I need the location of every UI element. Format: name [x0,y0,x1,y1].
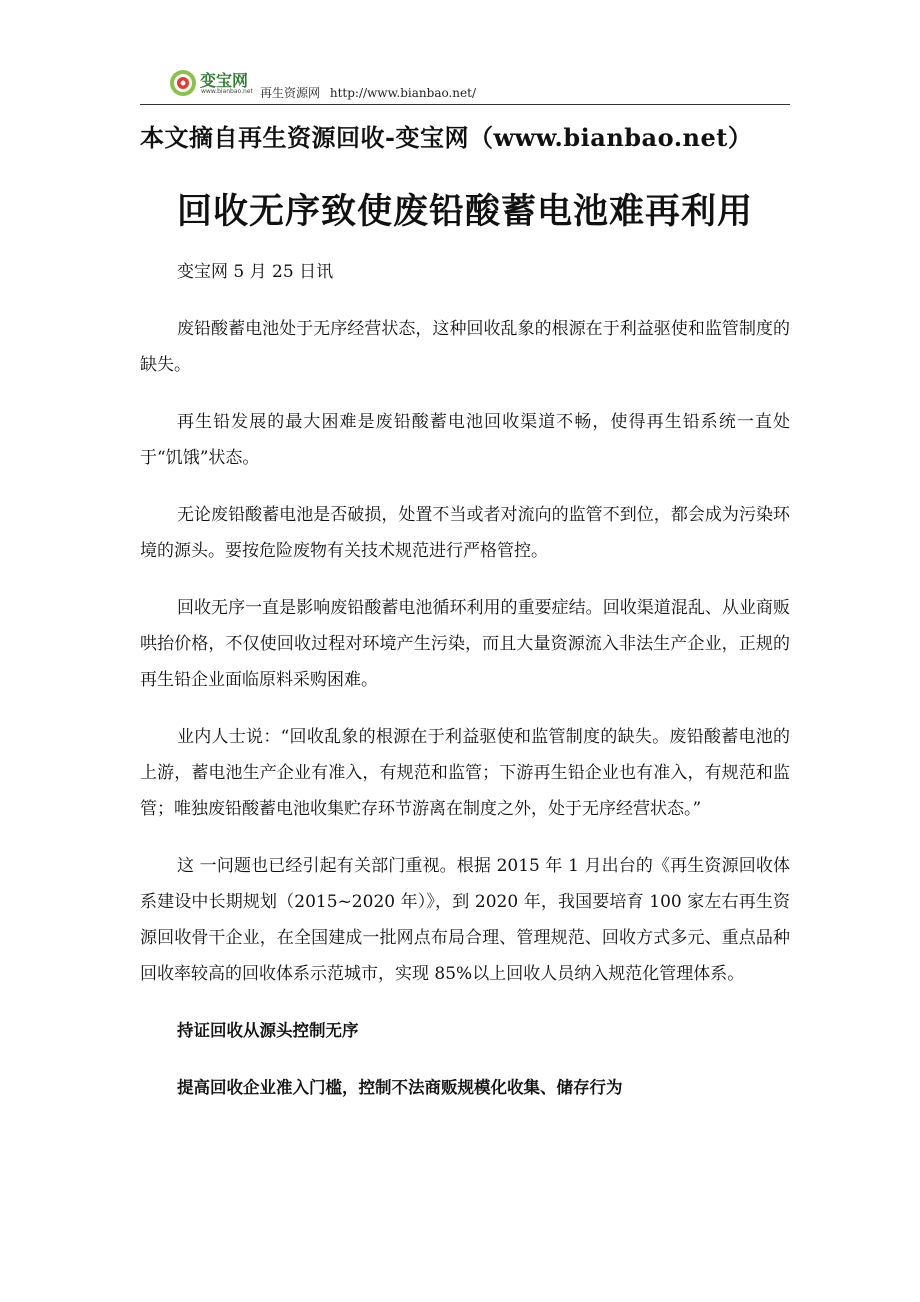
header-site-url[interactable]: http://www.bianbao.net/ [329,86,476,100]
site-logo[interactable] [168,68,253,100]
header-site-name: 再生资源网 [260,86,321,100]
dateline: 变宝网 5 月 25 日讯 [177,262,334,282]
paragraph: 无论废铅酸蓄电池是否破损，处置不当或者对流向的监管不到位，都会成为污染环境的源头。要按危险废物有关技术规范进行严格管控。 [140,505,790,561]
paragraph: 回收无序一直是影响废铅酸蓄电池循环利用的重要症结。回收渠道混乱、从业商贩哄抬价格，不仅使回收过程对环境产生污染，而且大量资源流入非法生产企业，正规的再生铅企业面临原料采购困难。 [140,598,790,690]
source-line: 本文摘自再生资源回收-变宝网（www.bianbao.net） [140,123,753,152]
paragraph: 业内人士说：“回收乱象的根源在于利益驱使和监管制度的缺失。废铅酸蓄电池的上游，蓄电池生产企业有准入，有规范和监管；下游再生铅企业也有准入，有规范和监管；唯独废铅酸蓄电池收集贮存环节游离在制度之外，处于无序经营状态。” [140,727,790,819]
article-body [140,254,790,1127]
article-title: 回收无序致使废铅酸蓄电池难再利用 [176,192,753,232]
paragraph: 再生铅发展的最大困难是废铅酸蓄电池回收渠道不畅，使得再生铅系统一直处于“饥饿”状态。 [140,412,790,468]
header-site-info [260,84,476,101]
subheading: 持证回收从源头控制无序 [177,1021,359,1040]
logo-url: www.bianbao.net [201,88,253,95]
bianbao-logo-icon [168,68,198,98]
subheading: 提高回收企业准入门槛，控制不法商贩规模化收集、储存行为 [177,1078,623,1097]
paragraph: 这 一问题也已经引起有关部门重视。根据 2015 年 1 月出台的《再生资源回收体系建设中长期规划（2015~2020 年）》，到 2020 年，我国要培育 100 家左右再生资源回收骨干企业，在全国建成一批网点布局合理、管理规范、回收方式多元、重点品种回收率较高的回收体系示范城市，实现 85%以上回收人员纳入规范化管理体系。 [140,856,790,984]
logo-name: 变宝网 [200,71,249,90]
page-header [140,66,790,105]
paragraph: 废铅酸蓄电池处于无序经营状态，这种回收乱象的根源在于利益驱使和监管制度的缺失。 [140,319,790,375]
